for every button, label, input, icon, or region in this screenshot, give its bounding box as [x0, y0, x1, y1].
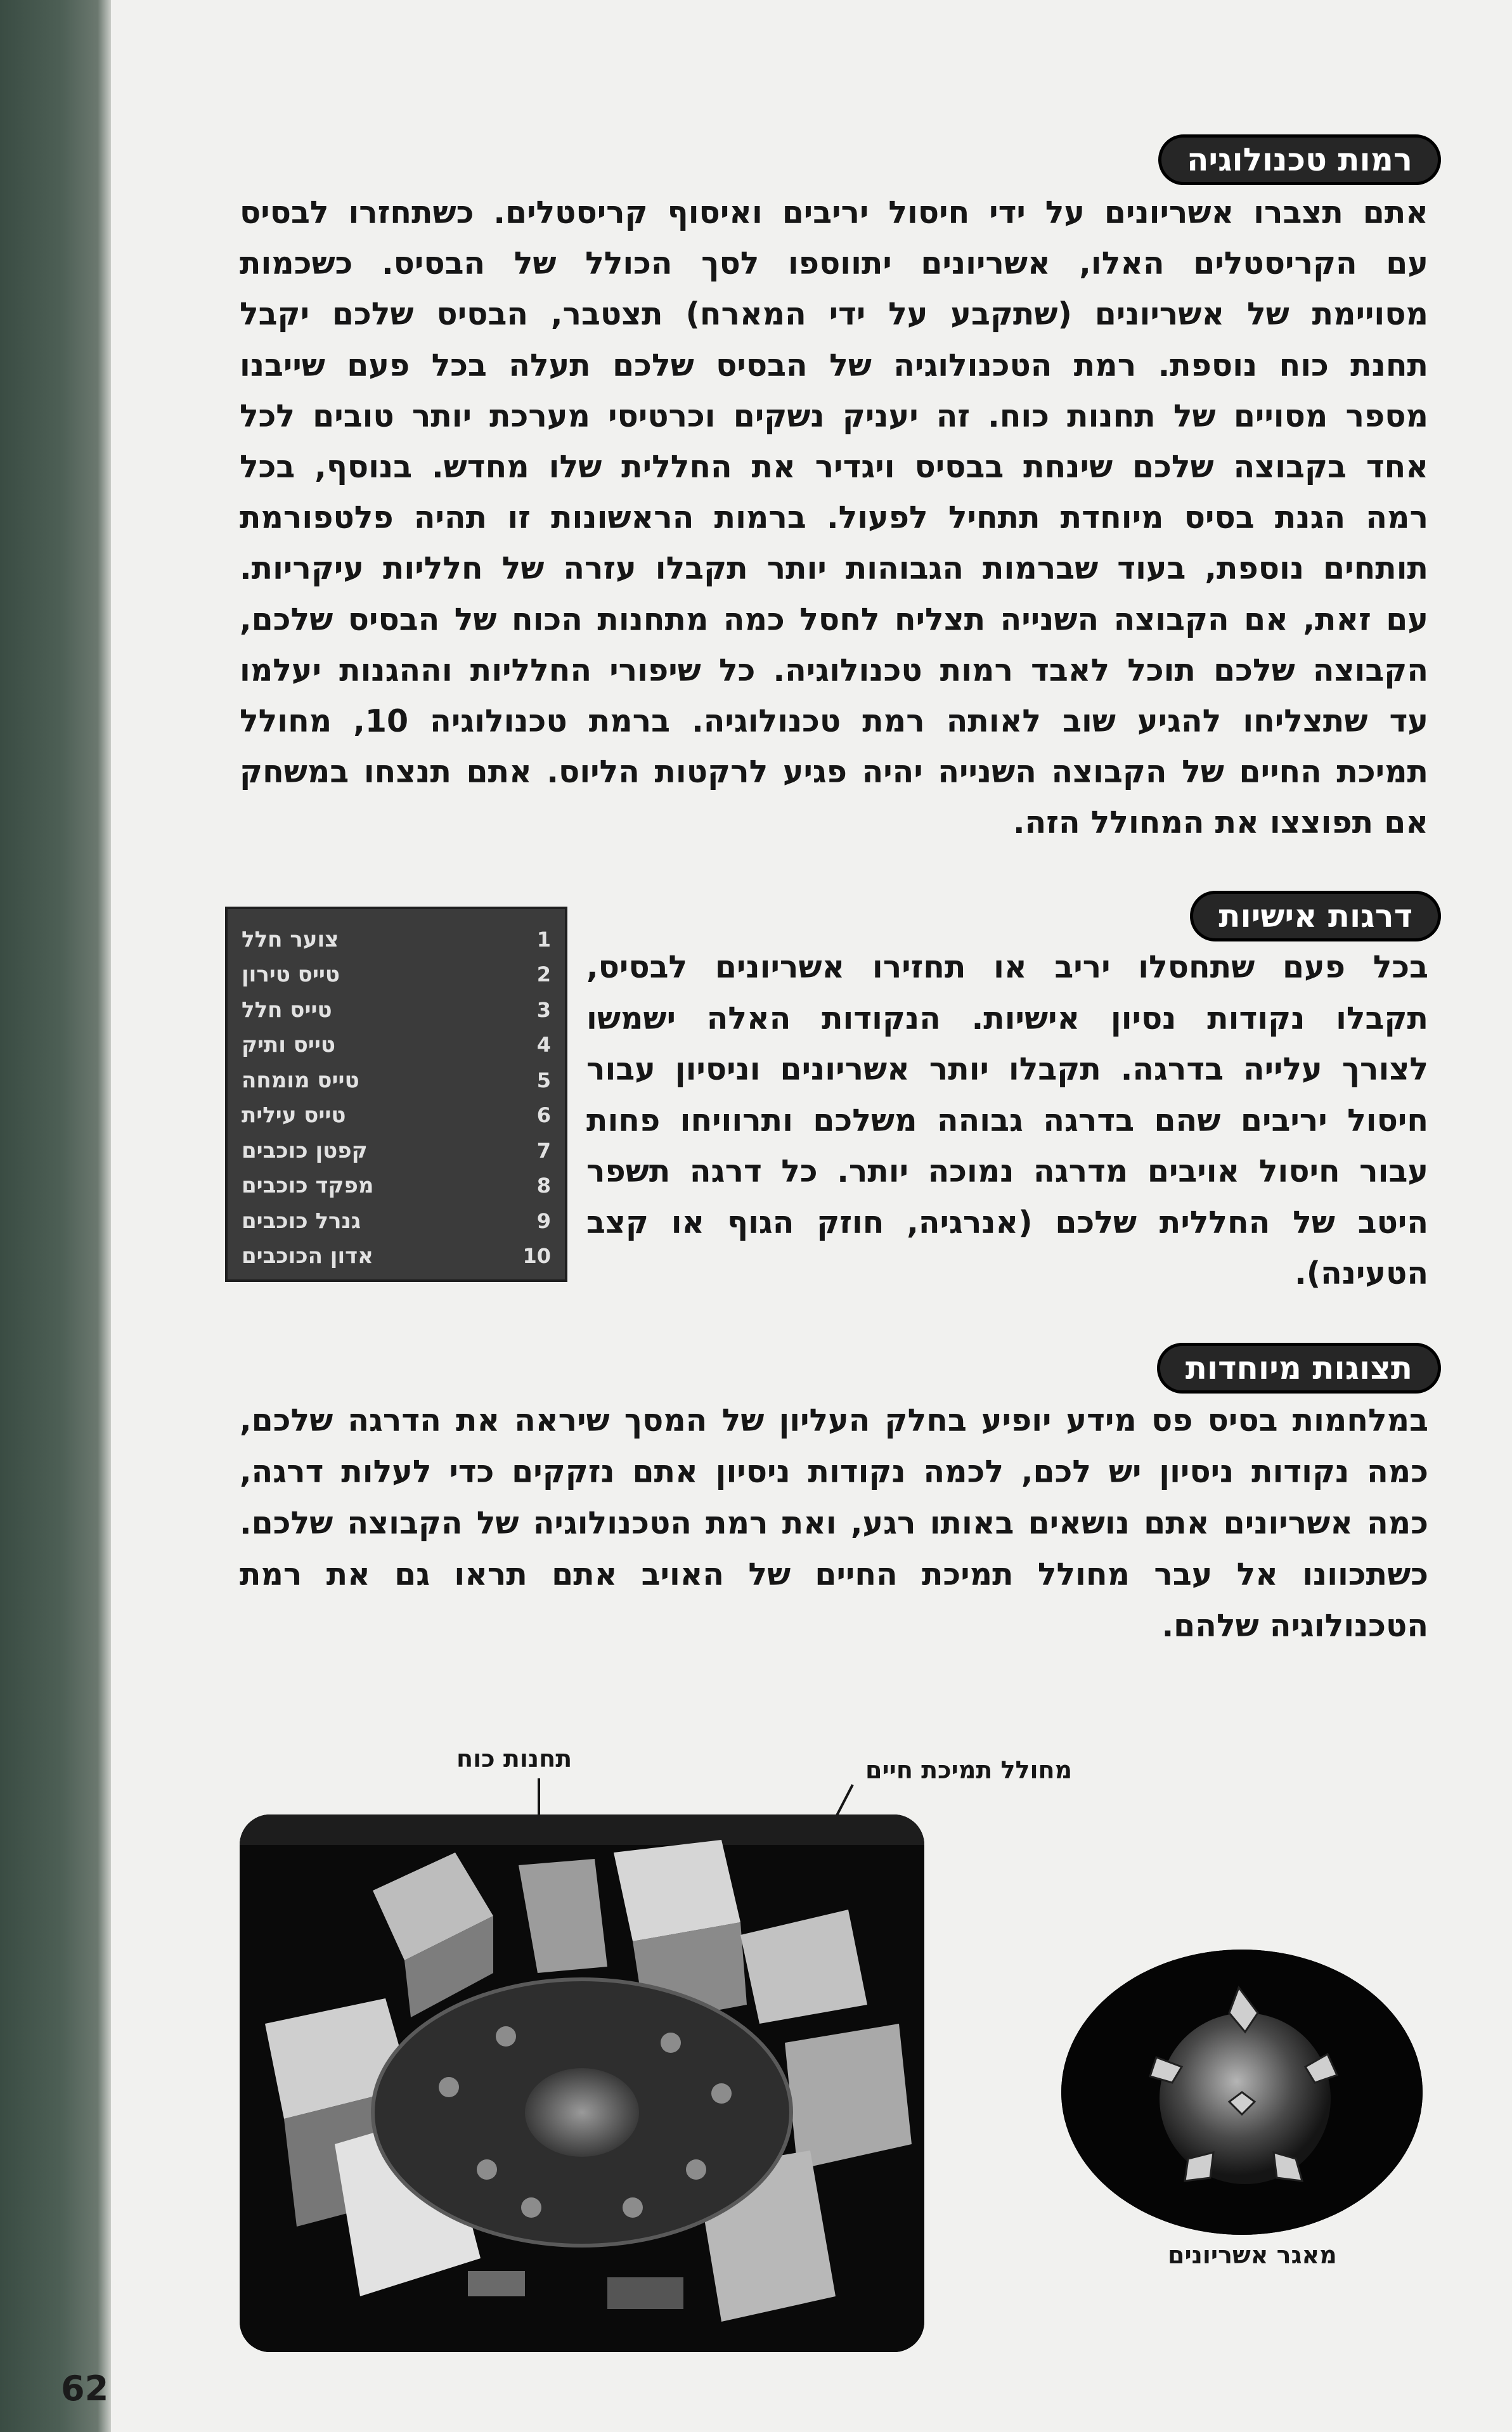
- tech-levels-heading: רמות טכנולוגיה: [1158, 134, 1441, 185]
- pool-caption: מאגר אשריונים: [1168, 2241, 1337, 2269]
- armor-pool-image: [1061, 1950, 1423, 2235]
- rank-number: 4: [536, 1033, 551, 1058]
- tech-text-line: עד שתצליחו להגיע שוב לאותה רמת טכנולוגיה. ברמת טכנולוגיה 10, מחולל: [240, 703, 1428, 740]
- tech-text-line: עם הקריסטלים האלו, אשריונים יתווספו לסך הכולל של הבסיס. כשכמות: [240, 245, 1428, 282]
- base-screenshot: [240, 1814, 924, 2352]
- rank-name: צוער חלל: [242, 926, 339, 952]
- displays-text-line: הטכנולוגיה שלהם.: [1161, 1608, 1428, 1644]
- displays-text-line: כמה נקודות ניסיון יש לכם, לכמה נקודות ניסיון אתם נזקקים כדי לעלות דרגה,: [240, 1454, 1428, 1490]
- rank-name: טייס חלל: [242, 997, 332, 1023]
- rank-number: 8: [536, 1174, 551, 1198]
- rank-name: מפקד כוכבים: [242, 1173, 374, 1199]
- rank-number: 1: [536, 927, 551, 952]
- rank-number: 6: [536, 1103, 551, 1128]
- ranks-text-line: היטב של החללית שלכם (אנרגיה, חוזק הגוף או קצב: [586, 1204, 1428, 1241]
- displays-heading: תצוגות מיוחדות: [1157, 1343, 1441, 1394]
- rank-name: טייס טירון: [242, 962, 340, 988]
- life-support-caption: מחולל תמיכת חיים: [865, 1756, 1073, 1784]
- displays-text-line: כשתכוונו אל עבר מחולל תמיכת החיים של האויב אתם תראו גם את רמת: [240, 1556, 1428, 1593]
- rank-name: אדון הכוכבים: [242, 1243, 373, 1269]
- tech-text-line: הקבוצה שלכם תוכל לאבד רמות טכנולוגיה. כל שיפורי החלליות וההגנות יעלמו: [240, 652, 1428, 689]
- rank-number: 2: [536, 962, 551, 987]
- rank-number: 9: [536, 1208, 551, 1233]
- ranks-heading: דרגות אישיות: [1190, 891, 1441, 941]
- rank-name: גנרל כוכבים: [242, 1208, 361, 1234]
- tech-text-line: רמה הגנת בסיס מיוחדת תתחיל לפעול. ברמות הראשונות זו תהיה פלטפורמת: [240, 500, 1428, 536]
- ranks-text-line: לצורך עלייה בדרגה. תקבלו יותר אשריונים וניסיון עבור: [586, 1051, 1428, 1087]
- power-station-caption: תחנות כוח: [456, 1745, 572, 1773]
- tech-text-line: אם תפוצצו את המחולל הזה.: [1013, 805, 1428, 841]
- rank-number: 7: [536, 1138, 551, 1163]
- generator-dome: [525, 2068, 639, 2157]
- tech-text-line: תחנת כוח נוספת. רמת הטכנולוגיה של הבסיס שלכם תעלה בכל פעם שייבנו: [240, 347, 1428, 384]
- displays-text-line: כמה אשריונים אתם נושאים באותו רגע, ואת רמת הטכנולוגיה של הקבוצה שלכם.: [240, 1505, 1428, 1541]
- ranks-text-line: תקבלו נקודות נסיון אישיות. הנקודות האלה ישמשו: [586, 1000, 1428, 1037]
- building-block: [785, 2024, 912, 2170]
- tech-text-line: אתם תצברו אשריונים על ידי חיסול יריבים ואיסוף קריסטלים. כשתחזרו לבסיס: [240, 195, 1428, 231]
- rank-number: 3: [536, 997, 551, 1022]
- ranks-text-line: הטעינה).: [1295, 1255, 1428, 1291]
- displays-text-line: במלחמות בסיס פס מידע יופיע בחלק העליון של המסך שיראה את הדרגה שלכם,: [240, 1402, 1428, 1439]
- page-number: 62: [61, 2369, 109, 2409]
- rank-number: 10: [522, 1244, 551, 1269]
- tech-text-line: מסויימת של אשריונים (שתקבע על ידי המארח) תצטבר, הבסיס שלכם יקבל: [240, 296, 1428, 333]
- ranks-text-line: בכל פעם שתחסלו יריב או תחזירו אשריונים לבסיס,: [586, 949, 1428, 985]
- ranks-text-line: עבור חיסול אויבים מדרגה נמוכה יותר. כל דרגה תשפר: [586, 1153, 1428, 1189]
- rank-name: טייס מומחה: [242, 1067, 359, 1093]
- rank-number: 5: [536, 1068, 551, 1092]
- tech-text-line: עם זאת, אם הקבוצה השנייה תצליח לחסל כמה מתחנות הכוח של הבסיס שלכם,: [240, 601, 1428, 638]
- tech-text-line: אחד בקבוצה שלכם שינחת בבסיס ויגדיר את החללית שלו מחדש. בנוסף, בכל: [240, 449, 1428, 486]
- tech-text-line: תמיכת החיים של הקבוצה השנייה יהיה פגיע לרקטות הליוס. אתם תנצחו במשחק: [240, 754, 1428, 791]
- rank-name: קפטן כוכבים: [242, 1137, 368, 1163]
- rank-name: טייס עילית: [242, 1103, 346, 1129]
- tech-text-line: מספר מסויים של תחנות כוח. זה יעניק נשקים וכרטיסי מערכת יותר טובים לכל: [240, 398, 1428, 434]
- rank-name: טייס ותיק: [242, 1032, 336, 1058]
- tech-text-line: תותחים נוספת, בעוד שברמות הגבוהות יותר תקבלו עזרה של חלליות עיקריות.: [240, 550, 1428, 587]
- ranks-text-line: חיסול יריבים שהם בדרגה גבוהה משלכם ותרוויחו פחות: [586, 1102, 1428, 1139]
